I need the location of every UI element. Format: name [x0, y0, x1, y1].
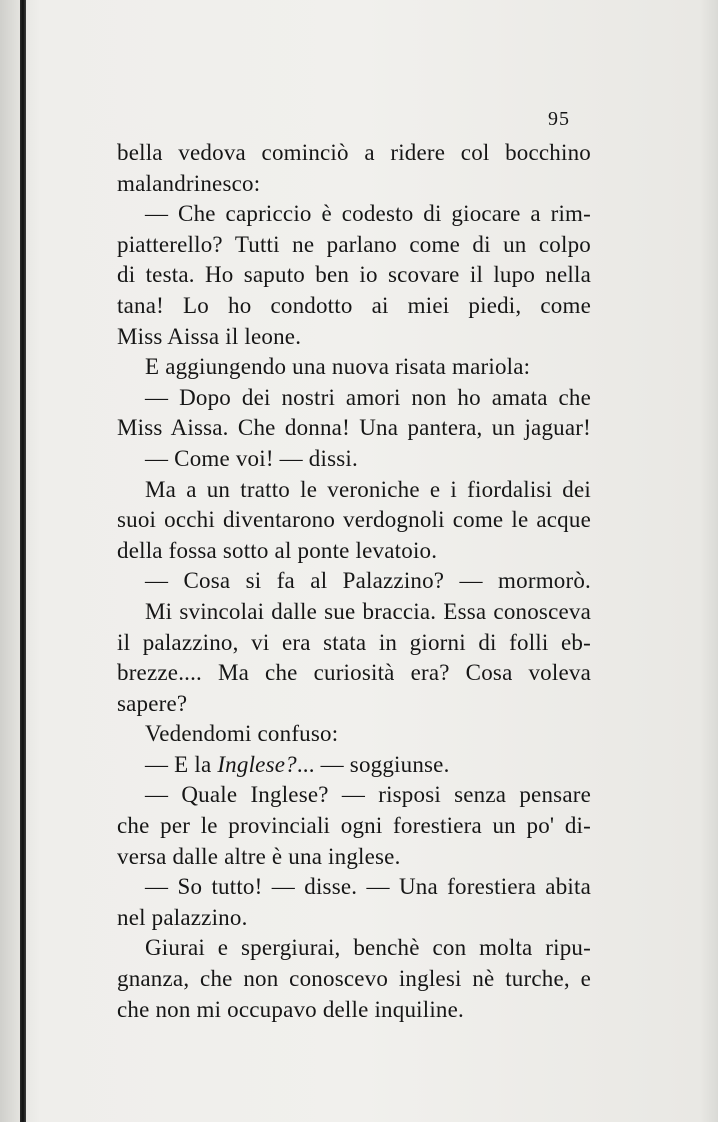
- page-binding-edge: [20, 0, 26, 1122]
- text-line: sapere?: [117, 690, 188, 716]
- text-line: malandrinesco:: [117, 170, 261, 196]
- text-line: che non mi occupavo delle inquiline.: [117, 996, 464, 1022]
- text-line: Vedendomi confuso:: [145, 721, 339, 747]
- text-line: il palazzino, vi era stata in giorni di folli eb-: [117, 629, 591, 655]
- text-line: di testa. Ho saputo ben io scovare il lupo nella: [117, 262, 591, 288]
- binding-shadow: [0, 0, 20, 1122]
- text-line: E aggiungendo una nuova risata mariola:: [145, 354, 531, 380]
- text-line: bella vedova cominciò a ridere col bocchino: [117, 140, 591, 165]
- text-line: — Come voi! — dissi.: [145, 445, 358, 471]
- page-number: 95: [548, 108, 570, 130]
- text-line: che per le provinciali ogni forestiera un po' di-: [117, 813, 591, 839]
- text-line: — Quale Inglese? — risposi senza pensare: [145, 782, 591, 808]
- text-line: versa dalle altre è una inglese.: [117, 843, 401, 869]
- text-line: Mi svincolai dalle sue braccia. Essa conosceva: [145, 598, 591, 624]
- text-line: piatterello? Tutti ne parlano come di un colpo: [117, 231, 591, 257]
- text-line: — Cosa si fa al Palazzino? — mormorò.: [145, 568, 591, 594]
- text-line: Giurai e spergiurai, benchè con molta ripu-: [145, 935, 591, 961]
- text-line: Miss Aissa. Che donna! Una pantera, un jaguar!: [117, 415, 591, 441]
- text-line: tana! Lo ho condotto ai miei piedi, come: [117, 292, 591, 318]
- text-line: [117, 750, 591, 781]
- italic-word: Inglese?: [217, 751, 297, 777]
- text-line: suoi occhi diventarono verdognoli come le acque: [117, 507, 591, 533]
- text-line: — So tutto! — disse. — Una forestiera abita: [145, 874, 591, 900]
- text-line: Miss Aissa il leone.: [117, 323, 302, 349]
- text-line: Ma a un tratto le veroniche e i fiordalisi dei: [145, 476, 591, 502]
- text-line: brezze.... Ma che curiosità era? Cosa voleva: [117, 660, 591, 686]
- text-line: nel palazzino.: [117, 904, 248, 930]
- text-line-segment: ... — soggiunse.: [296, 751, 450, 777]
- text-line: della fossa sotto al ponte levatoio.: [117, 537, 438, 563]
- body-text: [117, 138, 591, 1025]
- text-line-segment: — E la: [145, 751, 218, 777]
- text-line: — Che capriccio è codesto di giocare a rim-: [145, 201, 591, 227]
- text-line: gnanza, che non conoscevo inglesi nè turche, e: [117, 966, 591, 992]
- text-line: — Dopo dei nostri amori non ho amata che: [145, 384, 591, 410]
